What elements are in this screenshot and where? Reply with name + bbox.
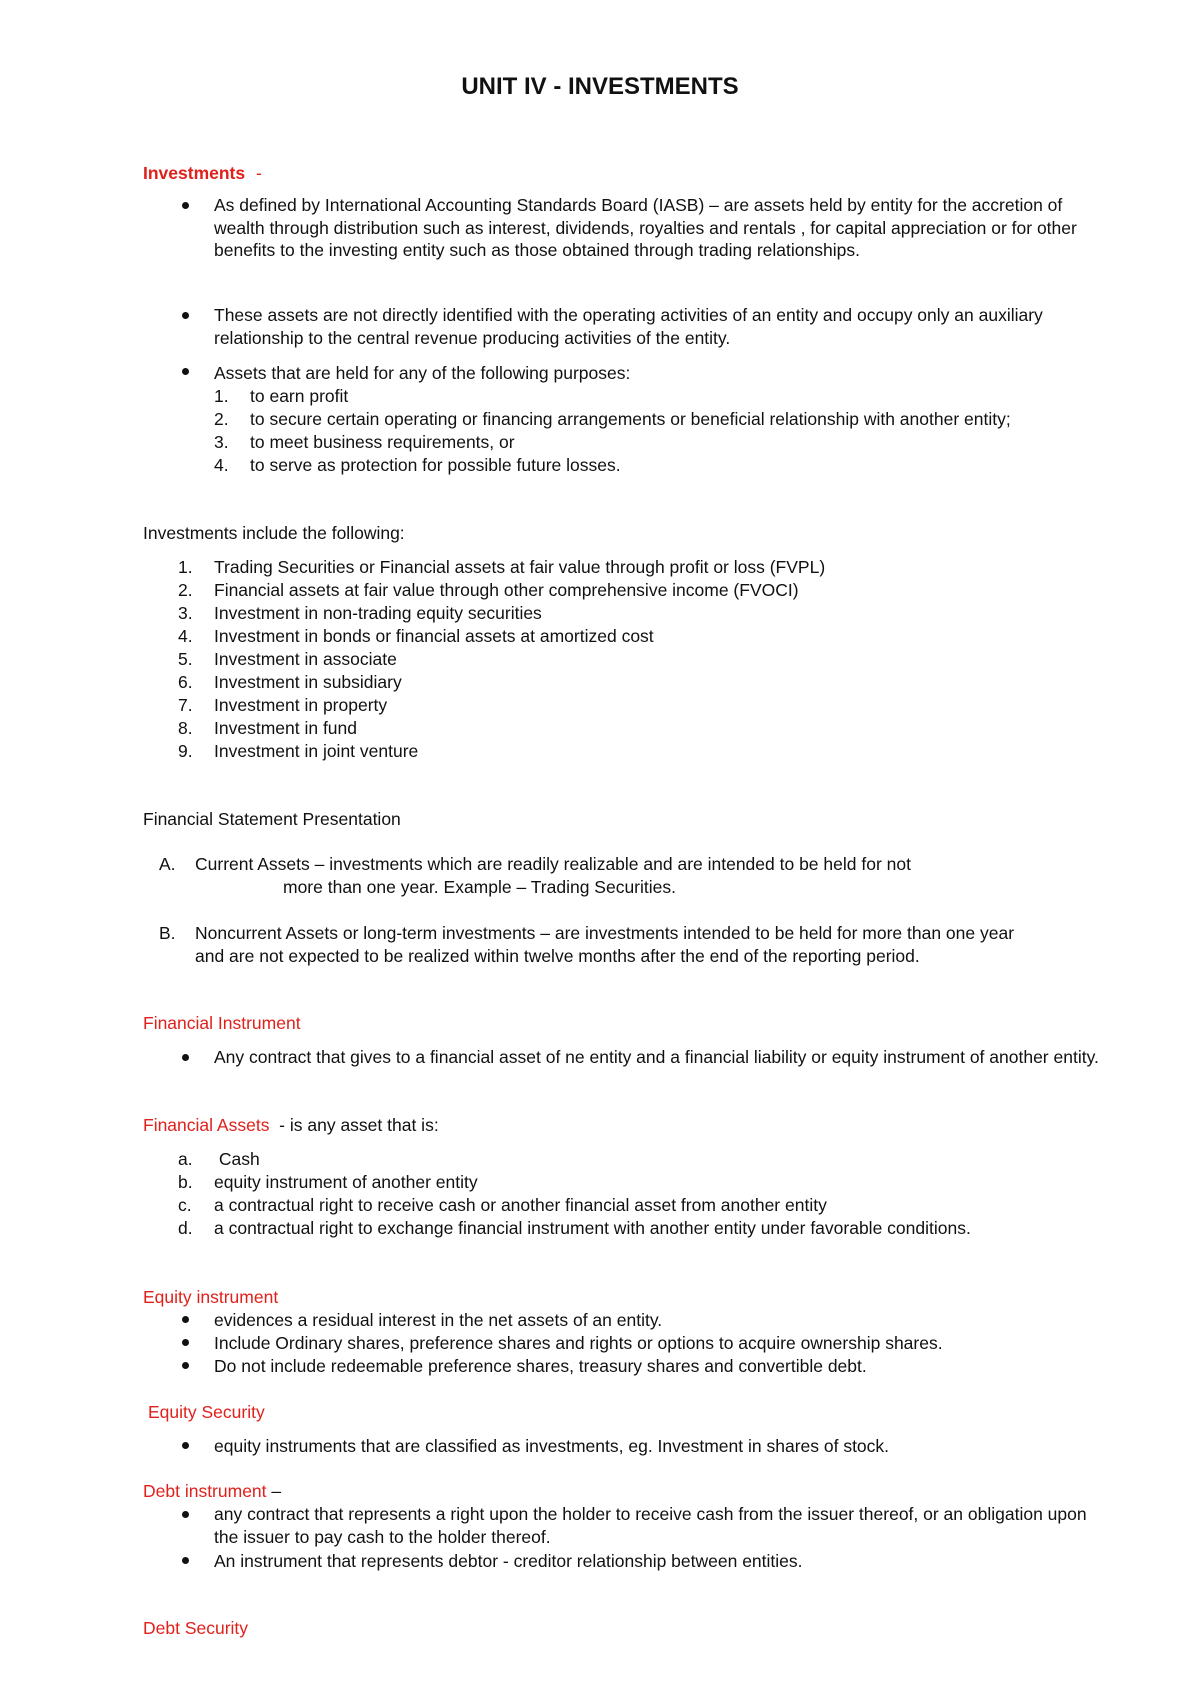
bullet-icon — [182, 1557, 189, 1564]
purpose-num: 2. — [214, 409, 229, 429]
equity-instrument-bullet: Include Ordinary shares, preference shares and rights or options to acquire ownership shares. — [214, 1333, 943, 1353]
debt-security-heading: Debt Security — [143, 1618, 249, 1638]
purpose-item: to secure certain operating or financing arrangements or beneficial relationship with another entity; — [250, 409, 1011, 429]
debt-instrument-bullet: any contract that represents a right upon the holder to receive cash from the issuer thereof, or an obligation upon the issuer to pay cash to the holder thereof. — [214, 1504, 1087, 1547]
include-num: 3. — [178, 603, 193, 623]
fsp-heading: Financial Statement Presentation — [143, 809, 401, 829]
investments-heading-text: Investments — [143, 163, 246, 183]
bullet-icon — [182, 1511, 189, 1518]
include-num: 8. — [178, 718, 193, 738]
fin-assets-heading-text: Financial Assets — [143, 1115, 270, 1135]
include-item: Investment in associate — [214, 649, 397, 669]
equity-security-heading: Equity Security — [148, 1402, 265, 1422]
fin-asset-item: a contractual right to exchange financial instrument with another entity under favorable conditions. — [214, 1218, 971, 1238]
include-num: 1. — [178, 557, 193, 577]
include-item: Investment in subsidiary — [214, 672, 402, 692]
page-title: UNIT IV - INVESTMENTS — [461, 73, 739, 100]
bullet-icon — [182, 1316, 189, 1323]
equity-instrument-bullet: evidences a residual interest in the net assets of an entity. — [214, 1310, 663, 1330]
include-item: Investment in joint venture — [214, 741, 419, 761]
purpose-item: to serve as protection for possible future losses. — [250, 455, 621, 475]
purpose-num: 4. — [214, 455, 229, 475]
include-num: 2. — [178, 580, 193, 600]
bullet-icon — [182, 368, 189, 375]
purpose-item: to earn profit — [250, 386, 349, 406]
debt-instrument-bullet: An instrument that represents debtor - creditor relationship between entities. — [214, 1551, 803, 1571]
fsp-a-line1: Current Assets – investments which are readily realizable and are intended to be held for not — [195, 854, 911, 874]
purpose-num: 3. — [214, 432, 229, 452]
include-item: Investment in fund — [214, 718, 357, 738]
fin-instrument-heading: Financial Instrument — [143, 1013, 301, 1033]
fin-asset-letter: c. — [178, 1195, 192, 1215]
equity-instrument-heading: Equity instrument — [143, 1287, 279, 1307]
include-item: Investment in bonds or financial assets at amortized cost — [214, 626, 654, 646]
fsp-b-line1: Noncurrent Assets or long-term investments – are investments intended to be held for more than one year — [195, 923, 1015, 943]
include-num: 5. — [178, 649, 193, 669]
include-num: 9. — [178, 741, 193, 761]
include-num: 7. — [178, 695, 193, 715]
equity-instrument-bullet: Do not include redeemable preference shares, treasury shares and convertible debt. — [214, 1356, 867, 1376]
fin-asset-item: a contractual right to receive cash or another financial asset from another entity — [214, 1195, 827, 1215]
fin-asset-letter: a. — [178, 1149, 193, 1169]
fin-asset-letter: b. — [178, 1172, 193, 1192]
purpose-item: to meet business requirements, or — [250, 432, 515, 452]
fsp-a-line2: more than one year. Example – Trading Securities. — [283, 877, 676, 897]
bullet-icon — [182, 202, 189, 209]
bullet-icon — [182, 1362, 189, 1369]
fin-asset-item: equity instrument of another entity — [214, 1172, 478, 1192]
fin-instrument-bullet: Any contract that gives to a financial asset of ne entity and a financial liability or equity instrument of another entity. — [214, 1047, 1099, 1067]
purpose-num: 1. — [214, 386, 229, 406]
fsp-letter-a: A. — [159, 854, 176, 874]
investments-bullet-2: These assets are not directly identified with the operating activities of an entity and occupy only an auxiliary relationship to the central revenue producing activities of the entity. — [214, 305, 1043, 348]
include-item: Investment in property — [214, 695, 388, 715]
include-item: Financial assets at fair value through other comprehensive income (FVOCI) — [214, 580, 799, 600]
debt-instrument-heading-text: Debt instrument — [143, 1481, 267, 1501]
fin-asset-letter: d. — [178, 1218, 193, 1238]
bullet-icon — [182, 1442, 189, 1449]
bullet-icon — [182, 312, 189, 319]
include-item: Trading Securities or Financial assets at fair value through profit or loss (FVPL) — [214, 557, 826, 577]
debt-instrument-heading — [143, 1480, 281, 1502]
investments-bullet-1: As defined by International Accounting Standards Board (IASB) – are assets held by entity for the accretion of wealth through distribution such as interest, dividends, royalties and rentals , for capital appreciation or for other benefits to the investing entity such as those obtained through trading relationships. — [214, 195, 1077, 260]
investments-bullet-3: Assets that are held for any of the following purposes: — [214, 363, 631, 383]
fsp-letter-b: B. — [159, 923, 176, 943]
fin-assets-heading — [143, 1114, 439, 1136]
include-num: 4. — [178, 626, 193, 646]
include-item: Investment in non-trading equity securities — [214, 603, 542, 623]
investments-heading-suffix: - — [256, 163, 262, 183]
include-num: 6. — [178, 672, 193, 692]
investments-heading — [143, 162, 262, 184]
fin-asset-item: Cash — [214, 1149, 260, 1169]
include-intro: Investments include the following: — [143, 523, 405, 543]
bullet-icon — [182, 1339, 189, 1346]
equity-security-bullet: equity instruments that are classified as investments, eg. Investment in shares of stock. — [214, 1436, 890, 1456]
bullet-icon — [182, 1054, 189, 1061]
fsp-b-line2: and are not expected to be realized within twelve months after the end of the reporting period. — [195, 946, 920, 966]
debt-instrument-heading-suffix: – — [266, 1481, 282, 1501]
fin-assets-heading-suffix: - is any asset that is: — [269, 1115, 439, 1135]
